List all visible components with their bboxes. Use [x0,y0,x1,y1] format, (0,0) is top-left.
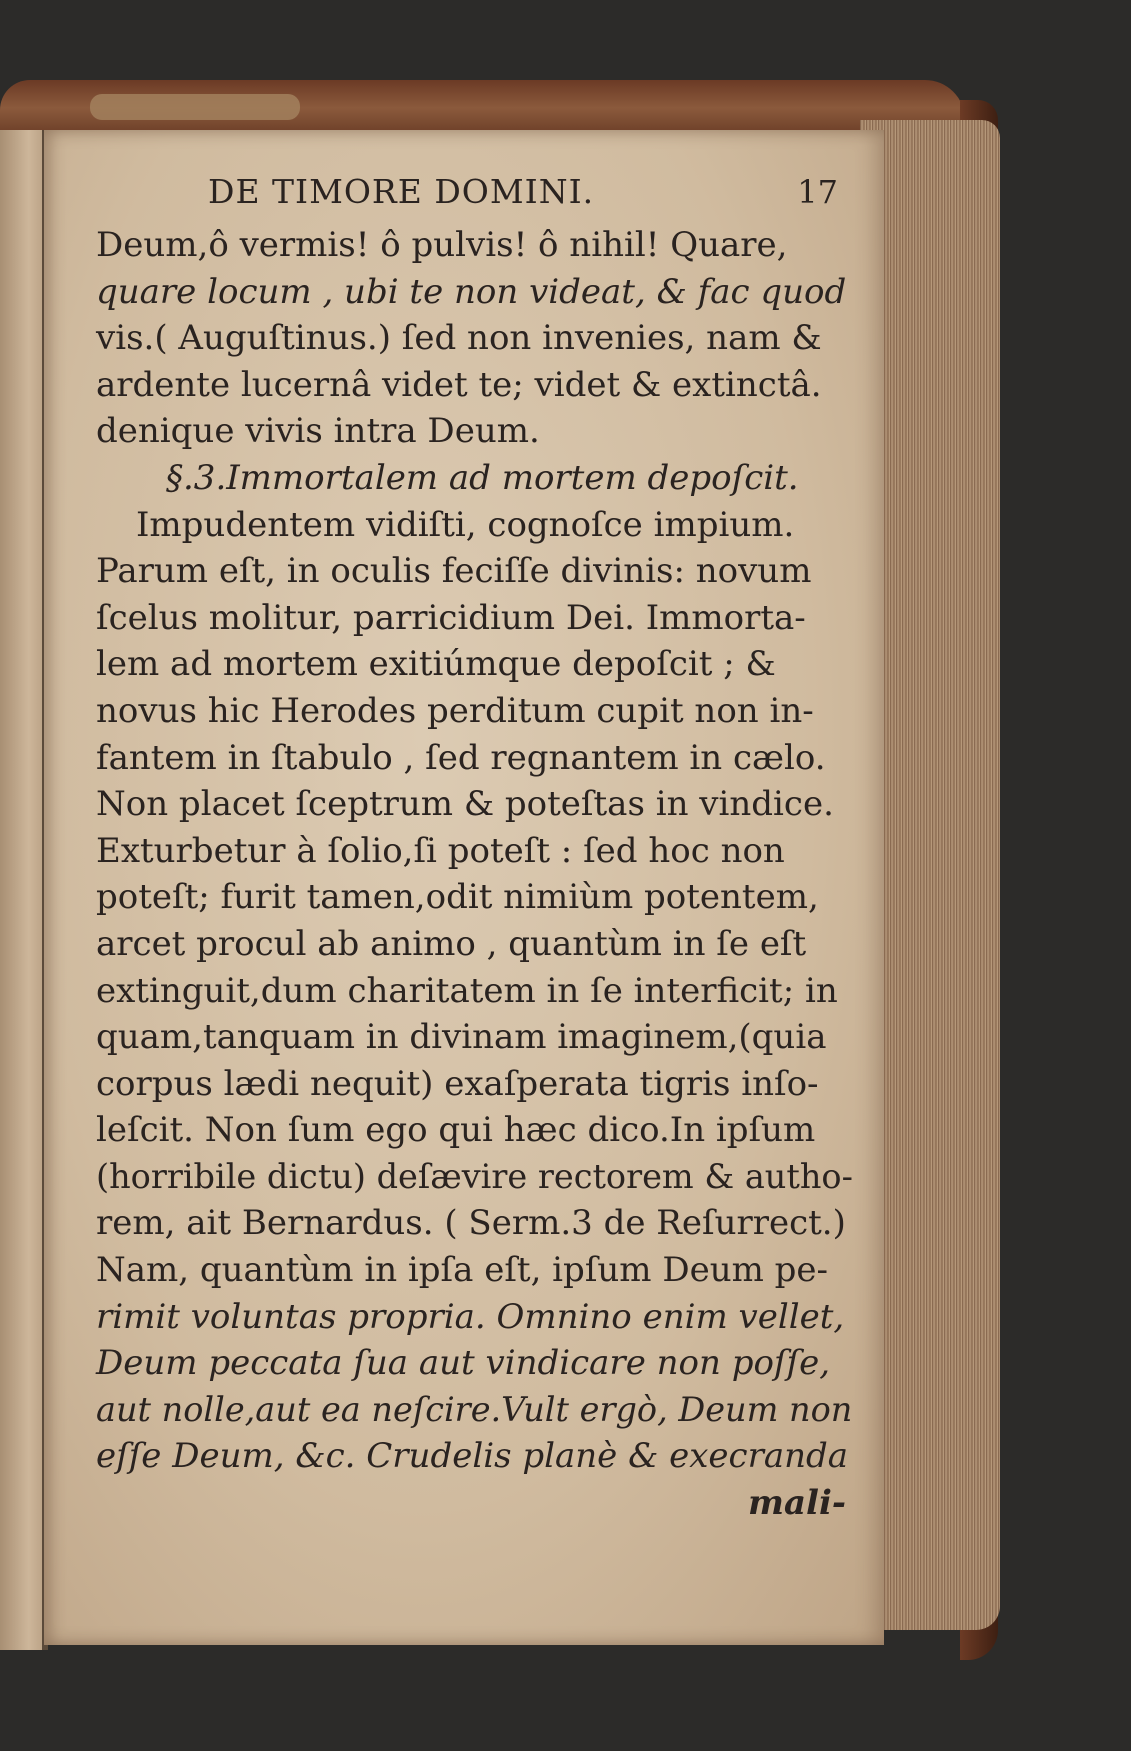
text-line: poteſt; furit tamen,odit nimiùm potentem, [96,877,819,918]
frayed-binding-strip [90,94,300,120]
catchword: mali- [748,1483,846,1524]
text-line: lem ad mortem exitiúmque depoſcit ; & [96,644,776,685]
text-line: Deum,ô vermis! ô pulvis! ô nihil! Quare, [96,225,788,265]
text-line: quam,tanquam in divinam imaginem,(quia [96,1017,827,1058]
left-page-margin [0,130,48,1650]
text-line: Impudentem vidiſti, cognoſce impium. [136,504,795,545]
text-line: Deum peccata ſua aut vindicare non poſſe, [96,1343,831,1384]
page-number: 17 [797,173,838,211]
text-line: leſcit. Non ſum ego qui hæc dico.In ipſum [96,1110,816,1151]
text-line: rem, ait Bernardus. ( Serm.3 de Reſurrect.) [96,1203,846,1244]
text-line: extinguit,dum charitatem in ſe interficit; in [96,970,838,1011]
text-line: corpus lædi nequit) exaſperata tigris inſo- [96,1063,819,1104]
text-line: aut nolle,aut ea neſcire.Vult ergò, Deum non [96,1389,853,1429]
text-line: arcet procul ab animo , quantùm in ſe eſt [96,923,807,964]
text-line: Exturbetur à ſolio,ſi poteſt : ſed hoc non [96,830,785,871]
book-page [44,130,884,1645]
text-line: ſcelus molitur, parricidium Dei. Immorta- [96,597,806,638]
text-line: eſſe Deum, &c. Crudelis planè & execranda [96,1436,849,1477]
page-text-block [96,172,856,1527]
running-head: DE TIMORE DOMINI. [208,172,595,211]
text-line: Nam, quantùm in ipſa eſt, ipſum Deum pe- [96,1250,829,1291]
text-line: denique vivis intra Deum. [96,411,540,452]
text-line: (horribile dictu) deſævire rectorem & autho- [96,1156,853,1196]
text-line: novus hic Herodes perditum cupit non in- [96,690,814,731]
text-line: fantem in ſtabulo , ſed regnantem in cælo. [96,737,826,778]
section-heading: §.3.Immortalem ad mortem depoſcit. [166,457,799,498]
page-header [96,172,856,222]
text-line: Parum eſt, in oculis feciſſe divinis: novum [96,551,812,592]
text-line: ardente lucernâ videt te; videt & extinctâ. [96,364,822,405]
text-line: Non placet ſceptrum & poteſtas in vindice. [96,784,834,825]
text-line: quare locum , ubi te non videat, & fac quod [96,271,847,312]
text-line: vis.( Auguſtinus.) ſed non invenies, nam & [96,318,822,359]
text-line: rimit voluntas propria. Omnino enim vellet, [96,1296,845,1337]
